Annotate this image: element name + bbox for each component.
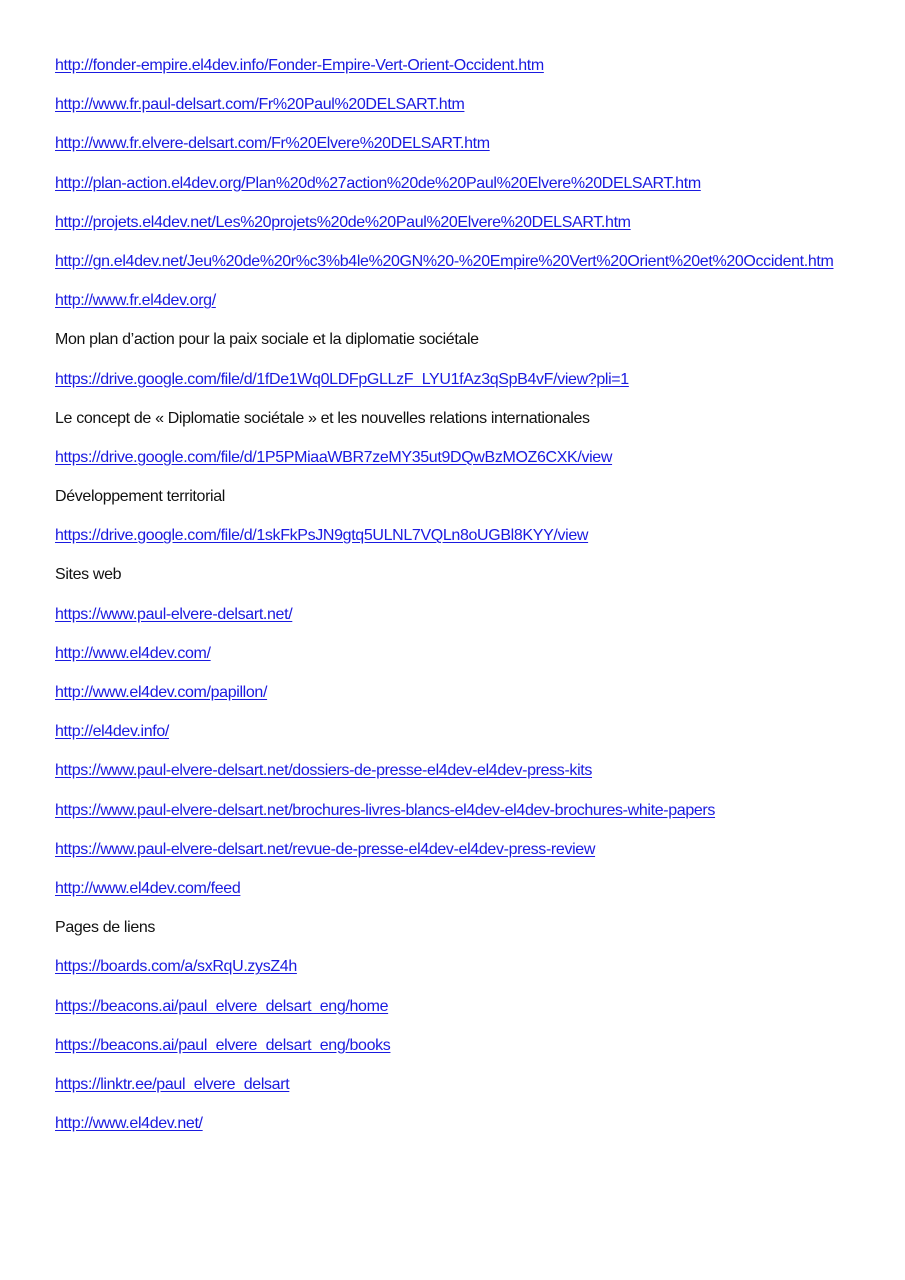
link-line bbox=[55, 445, 895, 484]
section-heading: Mon plan d’action pour la paix sociale et la diplomatie sociétale bbox=[55, 331, 479, 349]
text-line bbox=[55, 915, 895, 954]
link-line bbox=[55, 131, 895, 170]
link-line bbox=[55, 210, 895, 249]
link-line bbox=[55, 1111, 895, 1150]
hyperlink[interactable]: https://linktr.ee/paul_elvere_delsart bbox=[55, 1075, 290, 1093]
hyperlink[interactable]: https://beacons.ai/paul_elvere_delsart_eng/home bbox=[55, 997, 389, 1015]
hyperlink[interactable]: https://www.paul-elvere-delsart.net/dossiers-de-presse-el4dev-el4dev-press-kits bbox=[55, 762, 593, 780]
link-line bbox=[55, 798, 895, 837]
text-line bbox=[55, 562, 895, 601]
hyperlink[interactable]: http://www.fr.elvere-delsart.com/Fr%20Elvere%20DELSART.htm bbox=[55, 135, 490, 153]
hyperlink[interactable]: https://drive.google.com/file/d/1fDe1Wq0LDFpGLLzF_LYU1fAz3qSpB4vF/view?pli=1 bbox=[55, 370, 629, 388]
hyperlink[interactable]: http://www.el4dev.com/feed bbox=[55, 879, 241, 897]
link-line bbox=[55, 249, 895, 288]
text-line bbox=[55, 484, 895, 523]
link-line bbox=[55, 641, 895, 680]
hyperlink[interactable]: https://beacons.ai/paul_elvere_delsart_eng/books bbox=[55, 1036, 391, 1054]
link-line bbox=[55, 876, 895, 915]
section-heading: Sites web bbox=[55, 566, 122, 584]
link-line bbox=[55, 1033, 895, 1072]
hyperlink[interactable]: https://www.paul-elvere-delsart.net/ bbox=[55, 605, 293, 623]
link-line bbox=[55, 53, 895, 92]
section-heading: Pages de liens bbox=[55, 919, 156, 937]
link-line bbox=[55, 994, 895, 1033]
link-line bbox=[55, 602, 895, 641]
hyperlink[interactable]: http://el4dev.info/ bbox=[55, 723, 170, 741]
hyperlink[interactable]: http://www.fr.paul-delsart.com/Fr%20Paul%20DELSART.htm bbox=[55, 96, 465, 114]
link-line bbox=[55, 719, 895, 758]
link-line bbox=[55, 367, 895, 406]
hyperlink[interactable]: http://www.el4dev.com/papillon/ bbox=[55, 684, 268, 701]
hyperlink[interactable]: https://boards.com/a/sxRqU.zysZ4h bbox=[55, 958, 297, 976]
section-heading: Développement territorial bbox=[55, 488, 226, 506]
hyperlink[interactable]: http://fonder-empire.el4dev.info/Fonder-Empire-Vert-Orient-Occident.htm bbox=[55, 57, 544, 74]
hyperlink[interactable]: http://www.el4dev.com/ bbox=[55, 644, 211, 662]
hyperlink[interactable]: http://www.el4dev.net/ bbox=[55, 1115, 203, 1133]
text-line bbox=[55, 406, 895, 445]
link-line bbox=[55, 171, 895, 210]
hyperlink[interactable]: https://www.paul-elvere-delsart.net/brochures-livres-blancs-el4dev-el4dev-brochures-white-papers bbox=[55, 801, 716, 819]
link-line bbox=[55, 954, 895, 993]
hyperlink[interactable]: https://www.paul-elvere-delsart.net/revue-de-presse-el4dev-el4dev-press-review bbox=[55, 840, 596, 858]
hyperlink[interactable]: http://www.fr.el4dev.org/ bbox=[55, 292, 216, 310]
link-line bbox=[55, 523, 895, 562]
document-page bbox=[55, 53, 895, 1150]
hyperlink[interactable]: https://drive.google.com/file/d/1P5PMiaaWBR7zeMY35ut9DQwBzMOZ6CXK/view bbox=[55, 448, 613, 466]
link-line bbox=[55, 92, 895, 131]
hyperlink[interactable]: http://gn.el4dev.net/Jeu%20de%20r%c3%b4le%20GN%20-%20Empire%20Vert%20Orient%20et%20Occident.htm bbox=[55, 252, 834, 270]
link-line bbox=[55, 680, 895, 719]
section-heading: Le concept de « Diplomatie sociétale » et les nouvelles relations internationales bbox=[55, 409, 590, 427]
link-line bbox=[55, 288, 895, 327]
link-line bbox=[55, 1072, 895, 1111]
text-line bbox=[55, 327, 895, 366]
link-line bbox=[55, 837, 895, 876]
hyperlink[interactable]: https://drive.google.com/file/d/1skFkPsJN9gtq5ULNL7VQLn8oUGBl8KYY/view bbox=[55, 527, 589, 545]
hyperlink[interactable]: http://projets.el4dev.net/Les%20projets%20de%20Paul%20Elvere%20DELSART.htm bbox=[55, 213, 631, 231]
hyperlink[interactable]: http://plan-action.el4dev.org/Plan%20d%27action%20de%20Paul%20Elvere%20DELSART.htm bbox=[55, 174, 701, 192]
link-line bbox=[55, 758, 895, 797]
